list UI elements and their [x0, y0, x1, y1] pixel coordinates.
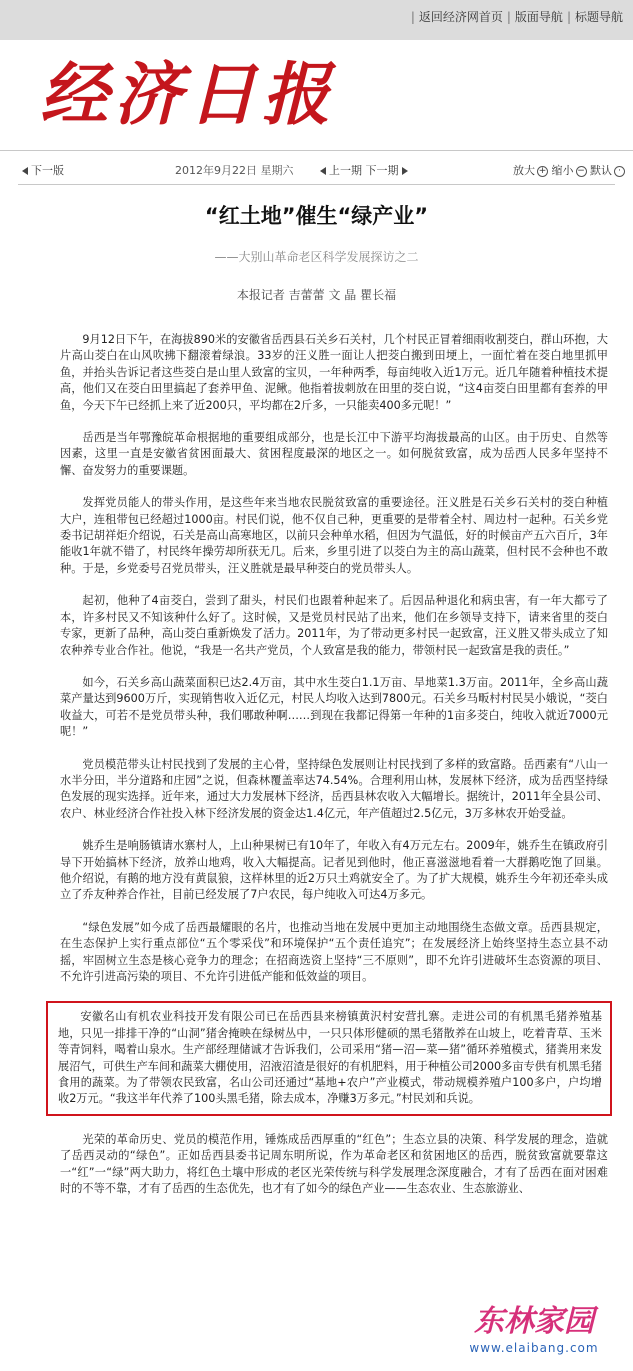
arrow-left-icon [320, 167, 326, 175]
issue-date [175, 162, 294, 178]
zoom-in-button[interactable] [513, 164, 548, 177]
highlighted-paragraph: 安徽名山有机农业科技开发有限公司已在岳西县来榜镇黄沢村安营扎寨。走进公司的有机黑毛猪养殖基地，只见一排排干净的“山洞”猪舍掩映在绿树丛中，一只只体形健硕的黑毛猪散养在山坡上，吃着青草、玉米等青饲料，喝着山泉水。生产部经理储诚才告诉我们，公司采用“猪—沼—菜—猪”循环养殖模式，猪粪用来发展沼气，可供生产车间和蔬菜大棚使用，沼液沼渣是很好的有机肥料，用于种植公司2000多亩专供有机黑毛猪食用的蔬菜。为了带领农民致富，名山公司还通过“基地+农户”产业模式，带动规模养殖户100多户，户均增收2万元。“我这半年代养了100头黑毛猪，除去成本，净赚3万多元。”村民刘和兵说。 [46, 1001, 612, 1115]
prev-issue-link[interactable]: 上一期 [329, 164, 362, 177]
plus-icon: + [538, 165, 547, 176]
reset-icon: · [614, 166, 625, 177]
zoom-in-label: 放大 [513, 164, 535, 177]
date-text: 2012年9月22日 [175, 164, 257, 177]
nav-divider: | [410, 10, 415, 24]
weekday-text: 星期六 [260, 164, 294, 177]
watermark-title: 东林家园 [474, 1304, 594, 1339]
divider [18, 184, 615, 185]
paragraph: 光荣的革命历史、党员的模范作用，锤炼成岳西厚重的“红色”；生态立县的决策、科学发展的理念，造就了岳西灵动的“绿色”。正如岳西县委书记周东明所说，作为革命老区和贫困地区的岳西，脱贫致富就要靠这一“红”一“绿”两大助力，将红色土壤中形成的老区光荣传统与科学发展理念深度融合，才有了岳西在面对困难时的不等不靠，才有了岳西的生态优先，也才有了如今的绿色产业——生态农业、生态旅游业、 [60, 1132, 608, 1196]
next-issue-link[interactable]: 下一期 [365, 164, 399, 177]
zoom-default-label: 默认 [590, 164, 612, 177]
nav-divider: | [566, 10, 571, 24]
arrow-right-icon [402, 167, 408, 175]
paragraph: 9月12日下午，在海拔890米的安徽省岳西县石关乡石关村，几个村民正冒着细雨收割茭白，群山环抱，大片高山茭白在山风吹拂下翻滚着绿浪。33岁的汪义胜一面让人把茭白搬到田埂上，一面忙着在茭白地里抓甲鱼，并抬头告诉记者这些茭白是山里人致富的宝贝，一年种两季，每亩纯收入近1万元。近几年随着种植技术提高，他们又在茭白田里搞起了套养甲鱼、泥鳅。他指着拔刺放在田里的茭白说，“这4亩茭白田里都有套养的甲鱼，今天下午已经抓上来了近200只，平均都在2斤多，一只能卖400多元呢！” [60, 333, 608, 412]
article-byline: 本报记者 吉蕾蕾 文 晶 瞿长福 [236, 288, 397, 302]
paragraph: 岳西是当年鄂豫皖革命根据地的重要组成部分，也是长江中下游平均海拔最高的山区。由于历史、自然等因素，这里一直是安徽省贫困面最大、贫困程度最深的地区之一。如何脱贫致富，成为岳西人民多年坚持不懈、奋发努力的重要课题。 [60, 431, 608, 477]
paragraph: 姚乔生是响肠镇请水寨村人，上山种果树已有10年了，年收入有4万元左右。2009年，姚乔生在镇政府引导下开始搞林下经济，放养山地鸡，收入大幅提高。记者见到他时，他正喜滋滋地看着一大群鹅吃饱了回巢。他介绍说，有鹅的地方没有黄鼠狼，这样林里的近2万只土鸡就安全了。为了扩大规模，姚乔生今年初还牵头成立了乔友种养合作社，目前已经发展了7户农民，每户纯收入可达4万多元。 [60, 839, 608, 902]
watermark [449, 1303, 619, 1363]
paragraph: “绿色发展”如今成了岳西最耀眼的名片，也推动当地在发展中更加主动地围绕生态做文章。岳西县规定，在生态保护上实行重点部位“五个零采伐”和环境保护“五个责任追究”；在发展经济上始终坚持生态立县不动摇，牢固树立生态是核心竞争力的理念；在招商选资上坚持“三不原则”，即不允许引进破坏生态资源的项目、不允许引进高污染的项目、不允许引进低产能和低效益的项目。 [60, 920, 608, 983]
home-link[interactable]: 返回经济网首页 [418, 10, 503, 24]
prev-edition-link[interactable] [22, 162, 64, 178]
paragraph: 发挥党员能人的带头作用，是这些年来当地农民脱贫致富的重要途径。汪义胜是石关乡石关村的茭白种植大户，连租带包已经超过1000亩。村民们说，他不仅自己种，更重要的是带着全村、周边村一起种。石关乡党委书记胡祥炬介绍说，石关是高山高寒地区，以前只会种单水稻，但因为气温低，好的时候亩产五六百斤，3年能收1年就不错了，村民终年操劳却所获无几。后来，乡里引进了以茭白为主的高山蔬菜，但村民不会种也不敢种。于是，乡党委号召党员带头，汪义胜就是最早种茭白的党员带头人。 [60, 496, 608, 575]
watermark-url: www.elaibang.com [469, 1341, 599, 1355]
article-body [60, 332, 608, 1213]
top-nav [407, 8, 623, 25]
paragraph: 如今，石关乡高山蔬菜面积已达2.4万亩，其中水生茭白1.1万亩、旱地菜1.3万亩。2011年，全乡高山蔬菜产量达到9600万斤，实现销售收入近亿元，村民人均收入达到7800元。石关乡马畈村村民吴小娥说，“茭白收益大，可若不是党员带头种，我们哪敢种啊……到现在我都记得第一年种的1亩多茭白，纯收入就近7000元呢！” [60, 675, 608, 739]
nav-divider: | [506, 10, 511, 24]
paragraph: 党员模范带头让村民找到了发展的主心骨，坚持绿色发展则让村民找到了多样的致富路。岳西素有“八山一水半分田，半分道路和庄园”之说，但森林覆盖率达74.54%。合理利用山林，发展林下经济，成为岳西坚持绿色发展的现实选择。近年来，通过大力发展林下经济，岳西县林农收入大幅增长。据统计，2011年全县公司、农户、林业经济合作社投入林下经济发展的资金达1.4亿元，年产值超过2.5亿元，3万多林农开始受益。 [60, 757, 608, 820]
article-toolbar [0, 158, 633, 180]
zoom-controls [513, 162, 625, 178]
masthead [0, 40, 633, 151]
article-title: “红土地”催生“绿产业” [204, 204, 429, 228]
top-bar [0, 0, 633, 40]
arrow-left-icon [22, 167, 28, 175]
article-subtitle: ——大别山革命老区科学发展探访之二 [214, 250, 419, 264]
zoom-default-button[interactable] [590, 164, 625, 177]
paragraph: 起初，他种了4亩茭白，尝到了甜头，村民们也跟着种起来了。后因品种退化和病虫害，有一年大都亏了本，许多村民又不知该种什么好了。这时候，又是党员村民站了出来，他们在乡领导支持下，请来省里的茭白专家，更新了品种，高山茭白重新焕发了活力。2011年，为了带动更多村民一起致富，汪义胜又带头成立了知农种养专业合作社。他说，“我是一名共产党员，个人致富是我的能力，带领村民一起致富是我的责任。” [60, 594, 608, 657]
layout-nav-link[interactable]: 版面导航 [514, 10, 563, 24]
zoom-out-button[interactable] [552, 164, 587, 177]
zoom-out-label: 缩小 [551, 164, 574, 177]
prev-edition-label: 下一版 [31, 164, 64, 177]
title-nav-link[interactable]: 标题导航 [574, 10, 623, 24]
issue-pager [320, 162, 408, 178]
minus-icon: − [577, 165, 585, 176]
newspaper-logo[interactable]: 经济日报 [40, 55, 337, 135]
